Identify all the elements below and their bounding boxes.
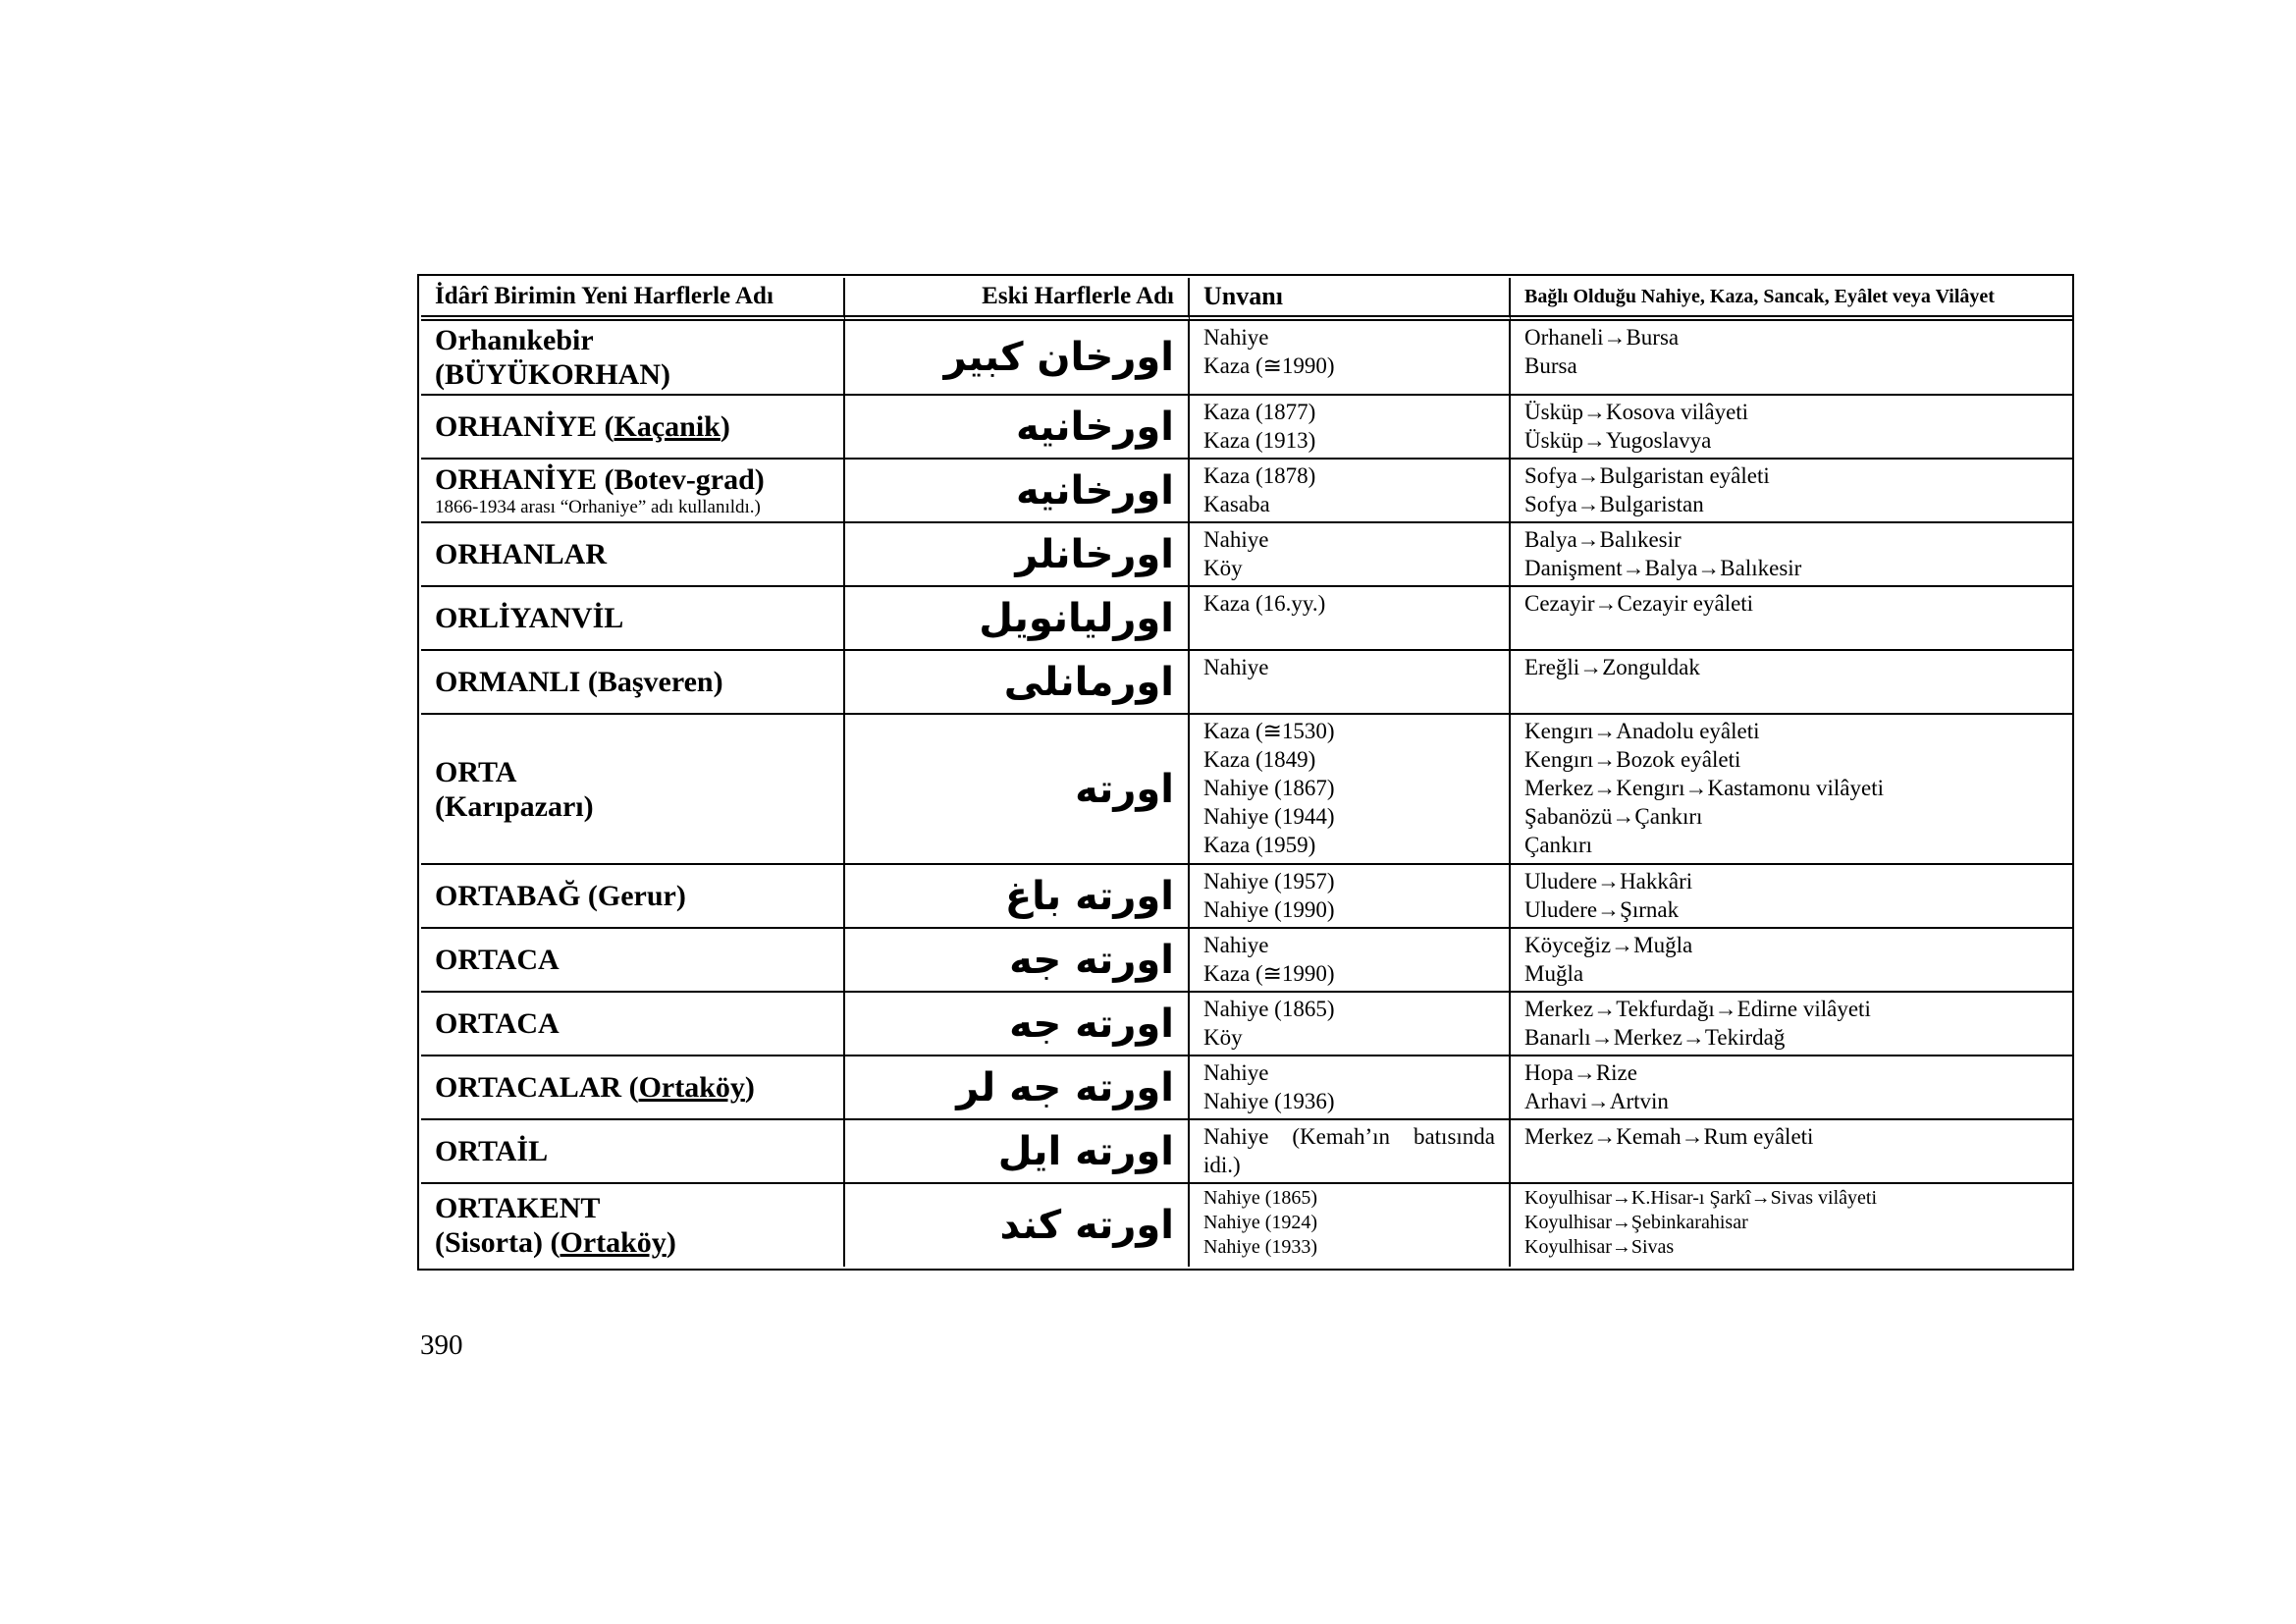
title-cell <box>1190 1120 1511 1184</box>
unit-name: (Karıpazarı) <box>435 789 594 823</box>
title-line: Kaza (1877) <box>1203 400 1316 424</box>
affiliation-cell <box>1511 587 2074 651</box>
title-line: Nahiye (1933) <box>1203 1236 1318 1258</box>
title-line: Nahiye (Kemah’ın batısında <box>1203 1124 1495 1149</box>
table-row <box>421 929 2074 993</box>
title-line: Kaza (1849) <box>1203 747 1316 772</box>
affiliation-line: Hopa→Rize <box>1524 1060 1637 1085</box>
unit-name: ORTAİL <box>435 1135 549 1167</box>
affiliation-cell <box>1511 1120 2074 1184</box>
table-row <box>421 321 2074 396</box>
name-cell <box>421 715 845 865</box>
affiliation-line: Üsküp→Kosova vilâyeti <box>1524 400 1749 424</box>
name-cell <box>421 1056 845 1120</box>
title-cell <box>1190 587 1511 651</box>
current-name-link: Kaçanik <box>614 410 721 443</box>
title-line: Nahiye <box>1203 655 1269 679</box>
title-line: Kaza (≅1530) <box>1203 719 1335 743</box>
name-cell <box>421 651 845 715</box>
old-script-name: اورليانويل <box>845 587 1190 651</box>
affiliation-line: Muğla <box>1524 961 1584 986</box>
affiliation-cell <box>1511 993 2074 1056</box>
table-header-row <box>421 278 2074 321</box>
unit-name: ORHANİYE (Kaçanik) <box>435 410 730 443</box>
name-cell <box>421 1120 845 1184</box>
affiliation-line: Koyulhisar→Şebinkarahisar <box>1524 1212 1748 1233</box>
title-line: Nahiye (1865) <box>1203 1187 1318 1209</box>
name-cell <box>421 396 845 460</box>
old-script-name: اورخانيه <box>845 396 1190 460</box>
unit-name: ORTAKENT <box>435 1192 601 1224</box>
table-row <box>421 651 2074 715</box>
affiliation-line: Merkez→Kemah→Rum eyâleti <box>1524 1124 1814 1149</box>
title-line: Nahiye (1944) <box>1203 804 1335 829</box>
table-row <box>421 993 2074 1056</box>
affiliation-line: Sofya→Bulgaristan <box>1524 492 1704 516</box>
title-line: Nahiye <box>1203 527 1269 552</box>
unit-name: ORMANLI (Başveren) <box>435 666 723 698</box>
table-row <box>421 1056 2074 1120</box>
table-row <box>421 865 2074 929</box>
unit-name: Orhanıkebir <box>435 324 594 356</box>
table-row <box>421 1184 2074 1267</box>
title-cell <box>1190 993 1511 1056</box>
affiliation-line: Çankırı <box>1524 833 1592 857</box>
affiliation-line: Arhavi→Artvin <box>1524 1089 1669 1113</box>
unit-name: ORHANLAR <box>435 538 608 570</box>
current-name-link: Ortaköy <box>560 1226 667 1259</box>
affiliation-line: Merkez→Tekfurdağı→Edirne vilâyeti <box>1524 997 1871 1021</box>
title-line: Kasaba <box>1203 492 1270 516</box>
affiliation-line: Uludere→Şırnak <box>1524 897 1680 922</box>
table-row <box>421 715 2074 865</box>
affiliation-cell <box>1511 1056 2074 1120</box>
affiliation-cell <box>1511 651 2074 715</box>
old-script-name: اورخانيه <box>845 460 1190 523</box>
affiliation-line: Banarlı→Merkez→Tekirdağ <box>1524 1025 1786 1050</box>
affiliation-line: Ereğli→Zonguldak <box>1524 655 1700 679</box>
name-cell <box>421 587 845 651</box>
name-note: 1866-1934 arası “Orhaniye” adı kullanıldı.) <box>435 497 761 517</box>
name-cell <box>421 1184 845 1267</box>
affiliation-line: Cezayir→Cezayir eyâleti <box>1524 591 1754 616</box>
title-line: Kaza (1913) <box>1203 428 1316 453</box>
table-row <box>421 396 2074 460</box>
unit-name: ORTABAĞ (Gerur) <box>435 880 686 912</box>
old-script-name: اورته ايل <box>845 1120 1190 1184</box>
unit-name: ORTACA <box>435 1007 560 1040</box>
affiliation-line: Kengırı→Bozok eyâleti <box>1524 747 1741 772</box>
affiliation-line: Orhaneli→Bursa <box>1524 325 1680 350</box>
current-name-link: Ortaköy <box>638 1071 745 1104</box>
affiliation-line: Bursa <box>1524 353 1577 378</box>
name-cell <box>421 929 845 993</box>
name-cell <box>421 865 845 929</box>
old-script-name: اورخان كبير <box>845 321 1190 396</box>
title-cell <box>1190 523 1511 587</box>
affiliation-cell <box>1511 929 2074 993</box>
unit-name: (BÜYÜKORHAN) <box>435 358 670 391</box>
table-row <box>421 460 2074 523</box>
name-cell <box>421 321 845 396</box>
title-cell <box>1190 396 1511 460</box>
affiliation-line: Koyulhisar→K.Hisar-ı Şarkî→Sivas vilâyeti <box>1524 1187 1877 1209</box>
old-script-name: اورته جه <box>845 929 1190 993</box>
title-line: Nahiye (1924) <box>1203 1212 1318 1233</box>
title-cell <box>1190 1184 1511 1267</box>
title-line: Nahiye (1936) <box>1203 1089 1335 1113</box>
title-line: Nahiye <box>1203 325 1269 350</box>
title-line: Nahiye (1990) <box>1203 897 1335 922</box>
affiliation-line: Üsküp→Yugoslavya <box>1524 428 1712 453</box>
title-line: Nahiye (1957) <box>1203 869 1335 893</box>
title-line: Köy <box>1203 556 1243 580</box>
affiliation-line: Uludere→Hakkâri <box>1524 869 1693 893</box>
header-new-letters-name: İdârî Birimin Yeni Harflerle Adı <box>421 278 845 321</box>
old-script-name: اورته باغ <box>845 865 1190 929</box>
title-cell <box>1190 1056 1511 1120</box>
affiliation-cell <box>1511 460 2074 523</box>
title-line: Kaza (1878) <box>1203 463 1316 488</box>
header-old-letters-name: Eski Harflerle Adı <box>845 278 1190 321</box>
old-script-name: اورمانلى <box>845 651 1190 715</box>
affiliation-line: Merkez→Kengırı→Kastamonu vilâyeti <box>1524 776 1884 800</box>
unit-name: ORTACALAR (Ortaköy) <box>435 1071 755 1104</box>
header-affiliation: Bağlı Olduğu Nahiye, Kaza, Sancak, Eyâlet veya Vilâyet <box>1511 278 2074 321</box>
affiliation-line: Köyceğiz→Muğla <box>1524 933 1693 957</box>
old-script-name: اورته جه لر <box>845 1056 1190 1120</box>
place-name-table <box>417 274 2074 1271</box>
name-cell <box>421 993 845 1056</box>
affiliation-line: Kengırı→Anadolu eyâleti <box>1524 719 1760 743</box>
table-row <box>421 523 2074 587</box>
unit-name: ORLİYANVİL <box>435 602 624 634</box>
unit-name: ORTA <box>435 755 517 788</box>
affiliation-cell <box>1511 865 2074 929</box>
affiliation-line: Şabanözü→Çankırı <box>1524 804 1703 829</box>
table-row <box>421 587 2074 651</box>
title-line: Kaza (≅1990) <box>1203 353 1335 378</box>
title-line: Kaza (1959) <box>1203 833 1316 857</box>
title-line: Nahiye <box>1203 933 1269 957</box>
old-script-name: اورته كند <box>845 1184 1190 1267</box>
title-line: idi.) <box>1203 1153 1241 1177</box>
affiliation-cell <box>1511 1184 2074 1267</box>
affiliation-line: Balya→Balıkesir <box>1524 527 1682 552</box>
title-line: Nahiye (1865) <box>1203 997 1335 1021</box>
unit-name: ORTACA <box>435 944 560 976</box>
affiliation-cell <box>1511 321 2074 396</box>
name-cell <box>421 523 845 587</box>
affiliation-cell <box>1511 396 2074 460</box>
affiliation-line: Danişment→Balya→Balıkesir <box>1524 556 1802 580</box>
title-cell <box>1190 460 1511 523</box>
affiliation-line: Sofya→Bulgaristan eyâleti <box>1524 463 1770 488</box>
old-script-name: اورته <box>845 715 1190 865</box>
title-cell <box>1190 865 1511 929</box>
title-line: Nahiye (1867) <box>1203 776 1335 800</box>
unit-name: (Sisorta) (Ortaköy) <box>435 1226 676 1259</box>
affiliation-line: Koyulhisar→Sivas <box>1524 1236 1675 1258</box>
title-cell <box>1190 715 1511 865</box>
page-number: 390 <box>420 1329 463 1361</box>
old-script-name: اورته جه <box>845 993 1190 1056</box>
title-line: Köy <box>1203 1025 1243 1050</box>
title-cell <box>1190 651 1511 715</box>
title-cell <box>1190 929 1511 993</box>
title-cell <box>1190 321 1511 396</box>
header-title: Unvanı <box>1190 278 1511 321</box>
title-line: Kaza (16.yy.) <box>1203 591 1326 616</box>
old-script-name: اورخانلر <box>845 523 1190 587</box>
table-row <box>421 1120 2074 1184</box>
title-line: Kaza (≅1990) <box>1203 961 1335 986</box>
name-cell <box>421 460 845 523</box>
unit-name: ORHANİYE (Botev-grad) <box>435 463 765 496</box>
affiliation-cell <box>1511 523 2074 587</box>
title-line: Nahiye <box>1203 1060 1269 1085</box>
affiliation-cell <box>1511 715 2074 865</box>
